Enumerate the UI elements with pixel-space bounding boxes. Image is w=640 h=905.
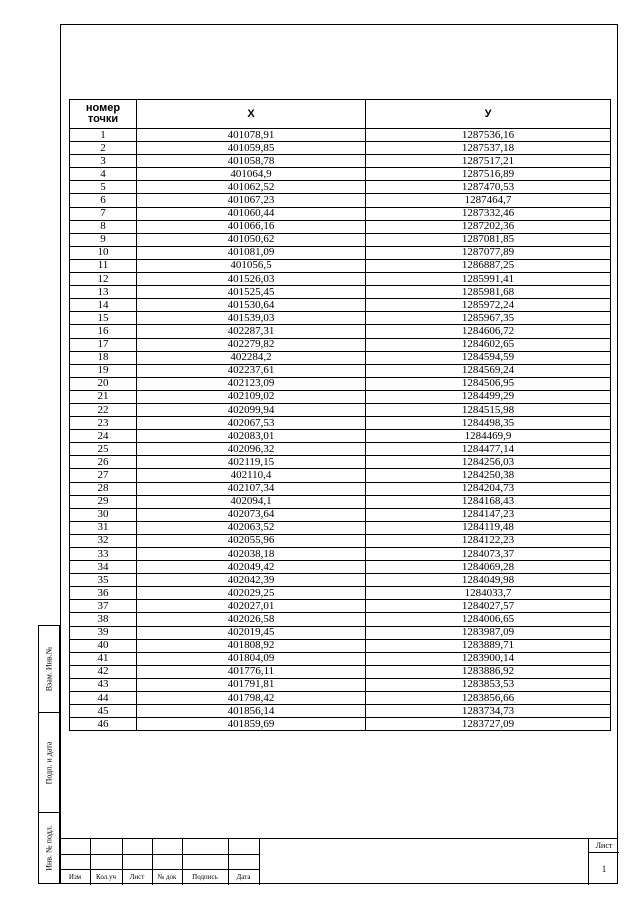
x-cell: 401060,44 bbox=[137, 207, 366, 220]
x-cell: 401058,78 bbox=[137, 155, 366, 168]
point-number-cell: 13 bbox=[70, 286, 137, 299]
table-row bbox=[70, 286, 611, 299]
y-cell: 1284506,95 bbox=[366, 377, 611, 390]
point-number-cell: 33 bbox=[70, 548, 137, 561]
table-row bbox=[70, 482, 611, 495]
table-row bbox=[70, 155, 611, 168]
x-cell: 402042,39 bbox=[137, 574, 366, 587]
x-cell: 402073,64 bbox=[137, 508, 366, 521]
x-cell: 402029,25 bbox=[137, 587, 366, 600]
point-number-cell: 7 bbox=[70, 207, 137, 220]
point-number-cell: 36 bbox=[70, 587, 137, 600]
x-cell: 402237,61 bbox=[137, 364, 366, 377]
table-header-row bbox=[70, 100, 611, 129]
x-cell: 401081,09 bbox=[137, 246, 366, 259]
sheet-separator bbox=[589, 852, 619, 853]
table-row bbox=[70, 194, 611, 207]
point-number-cell: 26 bbox=[70, 456, 137, 469]
sheet-box bbox=[588, 839, 618, 885]
y-cell: 1284147,23 bbox=[366, 508, 611, 521]
point-number-cell: 38 bbox=[70, 613, 137, 626]
stamp-col-kol-uch: Кол.уч bbox=[96, 873, 116, 881]
stamp-col-izm: Изм bbox=[68, 873, 82, 881]
y-cell: 1285967,35 bbox=[366, 312, 611, 325]
y-cell: 1285991,41 bbox=[366, 273, 611, 286]
point-number-cell: 37 bbox=[70, 600, 137, 613]
y-cell: 1284204,73 bbox=[366, 482, 611, 495]
stamp-col-signature: Подпись bbox=[192, 873, 218, 881]
y-cell: 1284250,38 bbox=[366, 469, 611, 482]
table-row bbox=[70, 469, 611, 482]
y-cell: 1285972,24 bbox=[366, 299, 611, 312]
y-cell: 1287517,21 bbox=[366, 155, 611, 168]
table-row bbox=[70, 220, 611, 233]
title-block-stamp bbox=[60, 838, 618, 884]
x-cell: 401804,09 bbox=[137, 652, 366, 665]
point-number-cell: 39 bbox=[70, 626, 137, 639]
x-cell: 402055,96 bbox=[137, 534, 366, 547]
point-number-cell: 10 bbox=[70, 246, 137, 259]
y-cell: 1283727,09 bbox=[366, 718, 611, 731]
point-number-cell: 9 bbox=[70, 233, 137, 246]
table-row bbox=[70, 587, 611, 600]
y-cell: 1283889,71 bbox=[366, 639, 611, 652]
table-row bbox=[70, 665, 611, 678]
x-cell: 401539,03 bbox=[137, 312, 366, 325]
point-number-cell: 34 bbox=[70, 561, 137, 574]
table-row bbox=[70, 508, 611, 521]
x-cell: 402096,32 bbox=[137, 443, 366, 456]
y-cell: 1286887,25 bbox=[366, 259, 611, 272]
x-cell: 401059,85 bbox=[137, 142, 366, 155]
stamp-col-list: Лист bbox=[129, 873, 145, 881]
table-row bbox=[70, 652, 611, 665]
y-cell: 1284006,65 bbox=[366, 613, 611, 626]
sheet-number: 1 bbox=[601, 864, 607, 874]
table-row bbox=[70, 273, 611, 286]
table-row bbox=[70, 495, 611, 508]
point-number-cell: 3 bbox=[70, 155, 137, 168]
point-number-cell: 11 bbox=[70, 259, 137, 272]
point-number-cell: 22 bbox=[70, 403, 137, 416]
y-cell: 1287537,18 bbox=[366, 142, 611, 155]
point-number-cell: 20 bbox=[70, 377, 137, 390]
x-cell: 401525,45 bbox=[137, 286, 366, 299]
y-cell: 1284606,72 bbox=[366, 325, 611, 338]
header-point-number: номер точки bbox=[70, 100, 137, 129]
y-cell: 1283987,09 bbox=[366, 626, 611, 639]
x-cell: 402094,1 bbox=[137, 495, 366, 508]
y-cell: 1283853,53 bbox=[366, 678, 611, 691]
point-number-cell: 40 bbox=[70, 639, 137, 652]
point-number-cell: 31 bbox=[70, 521, 137, 534]
x-cell: 402099,94 bbox=[137, 403, 366, 416]
y-cell: 1284469,9 bbox=[366, 430, 611, 443]
side-cell-inv-orig bbox=[39, 813, 59, 883]
point-number-cell: 44 bbox=[70, 692, 137, 705]
y-cell: 1284033,7 bbox=[366, 587, 611, 600]
table-row bbox=[70, 692, 611, 705]
table-row bbox=[70, 364, 611, 377]
table-row bbox=[70, 390, 611, 403]
coordinates-table bbox=[69, 99, 611, 731]
side-label-inv-orig: Инв. № подл. bbox=[44, 825, 54, 871]
table-row bbox=[70, 142, 611, 155]
table-row bbox=[70, 299, 611, 312]
table-row bbox=[70, 678, 611, 691]
table-row bbox=[70, 456, 611, 469]
table-row bbox=[70, 548, 611, 561]
point-number-cell: 15 bbox=[70, 312, 137, 325]
point-number-cell: 42 bbox=[70, 665, 137, 678]
y-cell: 1284073,37 bbox=[366, 548, 611, 561]
y-cell: 1284256,03 bbox=[366, 456, 611, 469]
y-cell: 1284168,43 bbox=[366, 495, 611, 508]
table-row bbox=[70, 351, 611, 364]
x-cell: 402049,42 bbox=[137, 561, 366, 574]
point-number-cell: 14 bbox=[70, 299, 137, 312]
x-cell: 402067,53 bbox=[137, 417, 366, 430]
y-cell: 1284027,57 bbox=[366, 600, 611, 613]
table-row bbox=[70, 521, 611, 534]
y-cell: 1287470,53 bbox=[366, 181, 611, 194]
y-cell: 1287332,46 bbox=[366, 207, 611, 220]
table-row bbox=[70, 534, 611, 547]
y-cell: 1283734,73 bbox=[366, 705, 611, 718]
point-number-cell: 24 bbox=[70, 430, 137, 443]
point-number-cell: 4 bbox=[70, 168, 137, 181]
x-cell: 401056,5 bbox=[137, 259, 366, 272]
x-cell: 401798,42 bbox=[137, 692, 366, 705]
point-number-cell: 16 bbox=[70, 325, 137, 338]
x-cell: 401808,92 bbox=[137, 639, 366, 652]
table-row bbox=[70, 259, 611, 272]
x-cell: 402083,01 bbox=[137, 430, 366, 443]
y-cell: 1283900,14 bbox=[366, 652, 611, 665]
point-number-cell: 1 bbox=[70, 129, 137, 142]
point-number-cell: 23 bbox=[70, 417, 137, 430]
x-cell: 401066,16 bbox=[137, 220, 366, 233]
x-cell: 401856,14 bbox=[137, 705, 366, 718]
x-cell: 401530,64 bbox=[137, 299, 366, 312]
x-cell: 402019,45 bbox=[137, 626, 366, 639]
point-number-cell: 46 bbox=[70, 718, 137, 731]
table-row bbox=[70, 613, 611, 626]
point-number-cell: 29 bbox=[70, 495, 137, 508]
point-number-cell: 19 bbox=[70, 364, 137, 377]
point-number-cell: 41 bbox=[70, 652, 137, 665]
side-label-replace-inv: Взам. Инв.№ bbox=[44, 646, 54, 692]
point-number-cell: 17 bbox=[70, 338, 137, 351]
x-cell: 402109,02 bbox=[137, 390, 366, 403]
stamp-grid bbox=[60, 839, 260, 885]
table-row bbox=[70, 705, 611, 718]
x-cell: 401776,11 bbox=[137, 665, 366, 678]
header-y: У bbox=[366, 100, 611, 129]
point-number-cell: 18 bbox=[70, 351, 137, 364]
x-cell: 402279,82 bbox=[137, 338, 366, 351]
point-number-cell: 2 bbox=[70, 142, 137, 155]
y-cell: 1283856,66 bbox=[366, 692, 611, 705]
x-cell: 401526,03 bbox=[137, 273, 366, 286]
table-row bbox=[70, 129, 611, 142]
point-number-cell: 6 bbox=[70, 194, 137, 207]
table-row bbox=[70, 561, 611, 574]
x-cell: 402107,34 bbox=[137, 482, 366, 495]
x-cell: 402284,2 bbox=[137, 351, 366, 364]
y-cell: 1284594,59 bbox=[366, 351, 611, 364]
y-cell: 1287516,89 bbox=[366, 168, 611, 181]
table-row bbox=[70, 233, 611, 246]
stamp-col-doc-no: № док bbox=[157, 873, 177, 881]
table-row bbox=[70, 600, 611, 613]
y-cell: 1284498,35 bbox=[366, 417, 611, 430]
y-cell: 1284569,24 bbox=[366, 364, 611, 377]
y-cell: 1284122,23 bbox=[366, 534, 611, 547]
table-row bbox=[70, 626, 611, 639]
x-cell: 402026,58 bbox=[137, 613, 366, 626]
header-x: X bbox=[137, 100, 366, 129]
x-cell: 401064,9 bbox=[137, 168, 366, 181]
stamp-col-date: Дата bbox=[236, 873, 251, 881]
point-number-cell: 30 bbox=[70, 508, 137, 521]
x-cell: 401078,91 bbox=[137, 129, 366, 142]
table-row bbox=[70, 639, 611, 652]
x-cell: 402063,52 bbox=[137, 521, 366, 534]
x-cell: 402287,31 bbox=[137, 325, 366, 338]
point-number-cell: 21 bbox=[70, 390, 137, 403]
side-approval-strip bbox=[38, 625, 60, 884]
x-cell: 402123,09 bbox=[137, 377, 366, 390]
y-cell: 1287077,89 bbox=[366, 246, 611, 259]
stamp-vline bbox=[259, 839, 260, 885]
y-cell: 1287081,85 bbox=[366, 233, 611, 246]
x-cell: 402110,4 bbox=[137, 469, 366, 482]
y-cell: 1287536,16 bbox=[366, 129, 611, 142]
table-row bbox=[70, 417, 611, 430]
point-number-cell: 43 bbox=[70, 678, 137, 691]
table-row bbox=[70, 338, 611, 351]
table-row bbox=[70, 168, 611, 181]
y-cell: 1284515,98 bbox=[366, 403, 611, 416]
x-cell: 401791,81 bbox=[137, 678, 366, 691]
y-cell: 1284119,48 bbox=[366, 521, 611, 534]
x-cell: 402038,18 bbox=[137, 548, 366, 561]
y-cell: 1287464,7 bbox=[366, 194, 611, 207]
point-number-cell: 12 bbox=[70, 273, 137, 286]
point-number-cell: 35 bbox=[70, 574, 137, 587]
table-row bbox=[70, 574, 611, 587]
table-body bbox=[70, 129, 611, 731]
y-cell: 1284602,65 bbox=[366, 338, 611, 351]
sheet-label: Лист bbox=[595, 841, 613, 850]
x-cell: 401050,62 bbox=[137, 233, 366, 246]
x-cell: 402119,15 bbox=[137, 456, 366, 469]
table-row bbox=[70, 325, 611, 338]
table-row bbox=[70, 403, 611, 416]
table-row bbox=[70, 312, 611, 325]
table-row bbox=[70, 430, 611, 443]
x-cell: 401067,23 bbox=[137, 194, 366, 207]
side-label-sign-date: Подп. и дата bbox=[44, 741, 54, 784]
point-number-cell: 32 bbox=[70, 534, 137, 547]
y-cell: 1284499,29 bbox=[366, 390, 611, 403]
table-row bbox=[70, 377, 611, 390]
y-cell: 1285981,68 bbox=[366, 286, 611, 299]
table-row bbox=[70, 718, 611, 731]
point-number-cell: 8 bbox=[70, 220, 137, 233]
side-cell-sign-date bbox=[39, 713, 59, 813]
y-cell: 1284049,98 bbox=[366, 574, 611, 587]
y-cell: 1284477,14 bbox=[366, 443, 611, 456]
table-row bbox=[70, 443, 611, 456]
x-cell: 402027,01 bbox=[137, 600, 366, 613]
x-cell: 401859,69 bbox=[137, 718, 366, 731]
point-number-cell: 27 bbox=[70, 469, 137, 482]
point-number-cell: 28 bbox=[70, 482, 137, 495]
point-number-cell: 25 bbox=[70, 443, 137, 456]
table-row bbox=[70, 181, 611, 194]
x-cell: 401062,52 bbox=[137, 181, 366, 194]
point-number-cell: 5 bbox=[70, 181, 137, 194]
table-row bbox=[70, 207, 611, 220]
side-cell-replace-inv bbox=[39, 626, 59, 713]
point-number-cell: 45 bbox=[70, 705, 137, 718]
y-cell: 1283886,92 bbox=[366, 665, 611, 678]
y-cell: 1287202,36 bbox=[366, 220, 611, 233]
table-row bbox=[70, 246, 611, 259]
y-cell: 1284069,28 bbox=[366, 561, 611, 574]
